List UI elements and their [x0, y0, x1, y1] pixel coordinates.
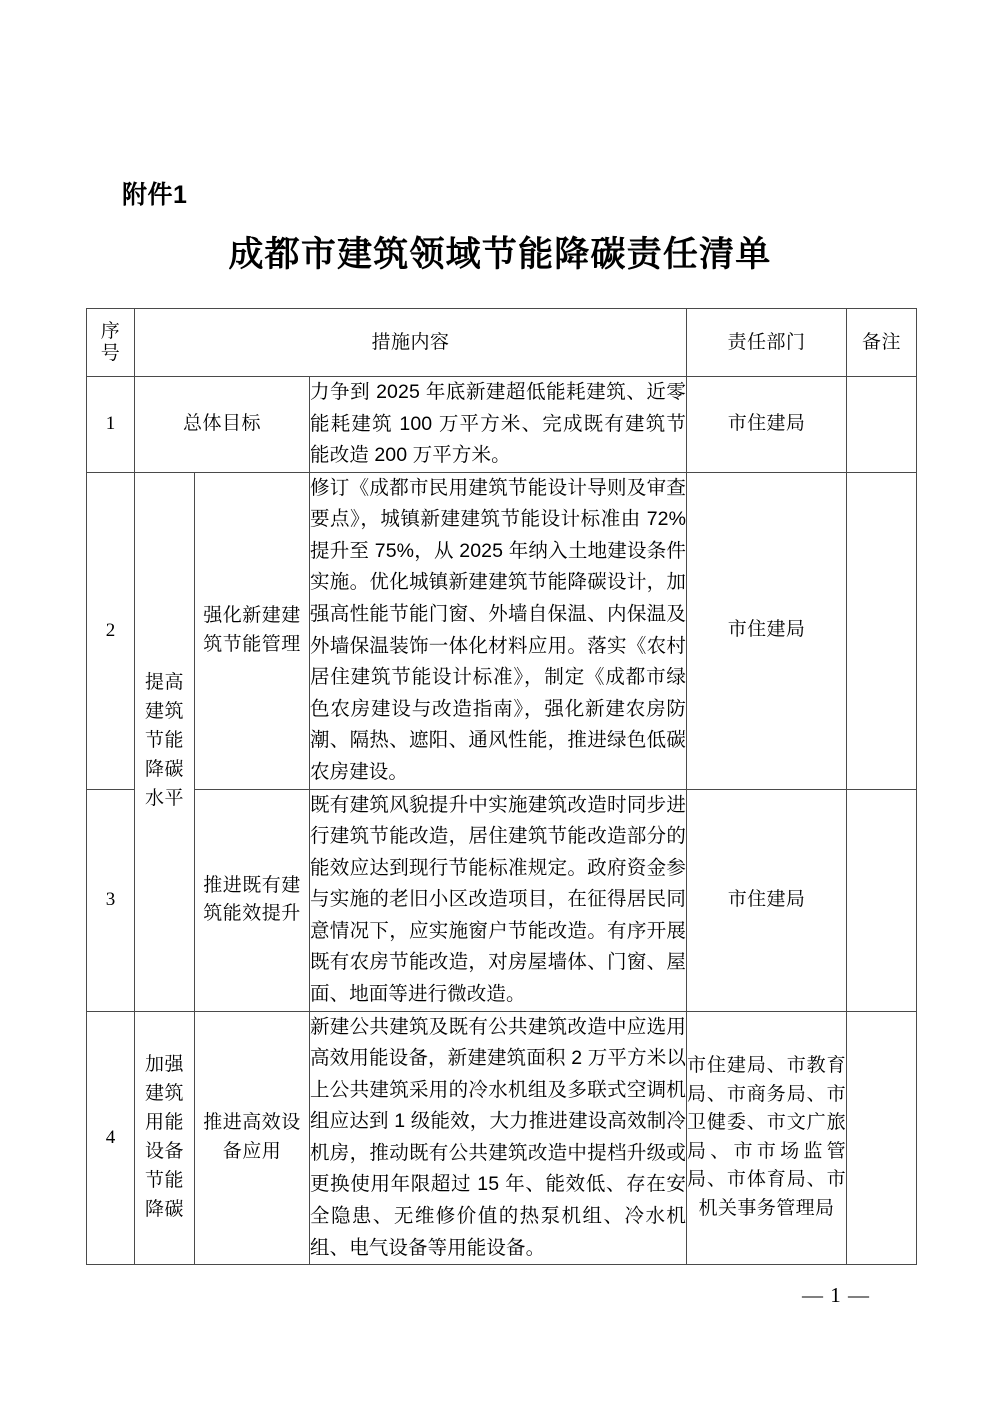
attachment-label: 附件1 — [122, 181, 188, 209]
category-line: 节能 — [144, 730, 184, 752]
table-row — [87, 789, 917, 1011]
row-measure-2: 修订《成都市民用建筑节能设计导则及审查要点》，城镇新建建筑节能设计标准由 72% 提升至 75%，从 2025 年纳入土地建设条件实施。优化城镇新建建筑节能降碳设计，加强高性能节能门窗、外墙自保温、内保温及外墙保温装饰一体化材料应用。落实《农村居住建筑节能设计标准》，制定《成都市绿色农房建设与改造指南》，强化新建农房防潮、隔热、遮阳、通风性能，推进绿色低碳农房建设。 — [310, 472, 687, 789]
row-department-2: 市住建局 — [687, 472, 847, 789]
table-header-row — [87, 309, 917, 377]
row-seq-1: 1 — [87, 377, 135, 473]
row-seq-4: 4 — [87, 1011, 135, 1265]
row-measure-1: 力争到 2025 年底新建超低能耗建筑、近零能耗建筑 100 万平方米、完成既有建筑节能改造 200 万平方米。 — [310, 377, 687, 473]
row-category-sub-4: 推进高效设备应用 — [195, 1011, 310, 1265]
table-row — [87, 1011, 917, 1265]
row-category-main-4 — [135, 1011, 195, 1265]
row-remark-3 — [847, 789, 917, 1011]
row-department-4: 市住建局、市教育局、市商务局、市卫健委、市文广旅局、市市场监管局、市体育局、市机关事务管理局 — [687, 1011, 847, 1265]
row-remark-2 — [847, 472, 917, 789]
row-measure-4: 新建公共建筑及既有公共建筑改造中应选用高效用能设备，新建建筑面积 2 万平方米以上公共建筑采用的冷水机组及多联式空调机组应达到 1 级能效，大力推进建设高效制冷机房，推动既有公共建筑改造中提档升级或更换使用年限超过 15 年、能效低、存在安全隐患、无维修价值的热泵机组、冷水机组、电气设备等用能设备。 — [310, 1011, 687, 1265]
category-line: 提高 — [144, 672, 184, 694]
seq-header-char-1: 序 — [100, 320, 121, 342]
category-line: 加强 — [144, 1054, 184, 1076]
category-line: 节能 — [144, 1169, 184, 1191]
row-category-1: 总体目标 — [135, 377, 310, 473]
table-row — [87, 377, 917, 473]
row-department-3: 市住建局 — [687, 789, 847, 1011]
category-line: 设备 — [144, 1140, 184, 1162]
row-remark-4 — [847, 1011, 917, 1265]
column-header-seq — [87, 309, 135, 377]
category-line: 用能 — [144, 1112, 184, 1133]
category-line: 建筑 — [144, 1083, 184, 1105]
row-category-sub-2: 强化新建建筑节能管理 — [195, 472, 310, 789]
column-header-remark: 备注 — [847, 309, 917, 377]
row-remark-1 — [847, 377, 917, 473]
seq-header-char-2: 号 — [100, 342, 121, 364]
category-line: 降碳 — [144, 1198, 184, 1220]
category-line: 水平 — [144, 787, 184, 809]
row-measure-3: 既有建筑风貌提升中实施建筑改造时同步进行建筑节能改造，居住建筑节能改造部分的能效应达到现行节能标准规定。政府资金参与实施的老旧小区改造项目，在征得居民同意情况下，应实施窗户节能改造。有序开展既有农房节能改造，对房屋墙体、门窗、屋面、地面等进行微改造。 — [310, 789, 687, 1011]
column-header-measure: 措施内容 — [135, 309, 687, 377]
page-number-footer: — 1 — — [802, 1283, 870, 1307]
responsibility-list-table — [86, 308, 917, 1265]
category-line: 建筑 — [144, 701, 184, 723]
responsibility-list-table-container — [86, 308, 916, 1265]
column-header-department: 责任部门 — [687, 309, 847, 377]
page-title: 成都市建筑领域节能降碳责任清单 — [228, 235, 772, 274]
row-seq-3: 3 — [87, 789, 135, 1011]
row-category-sub-3: 推进既有建筑能效提升 — [195, 789, 310, 1011]
row-category-main-2 — [135, 472, 195, 1011]
row-seq-2: 2 — [87, 472, 135, 789]
category-line: 降碳 — [144, 759, 184, 781]
table-row — [87, 472, 917, 789]
row-department-1: 市住建局 — [687, 377, 847, 473]
